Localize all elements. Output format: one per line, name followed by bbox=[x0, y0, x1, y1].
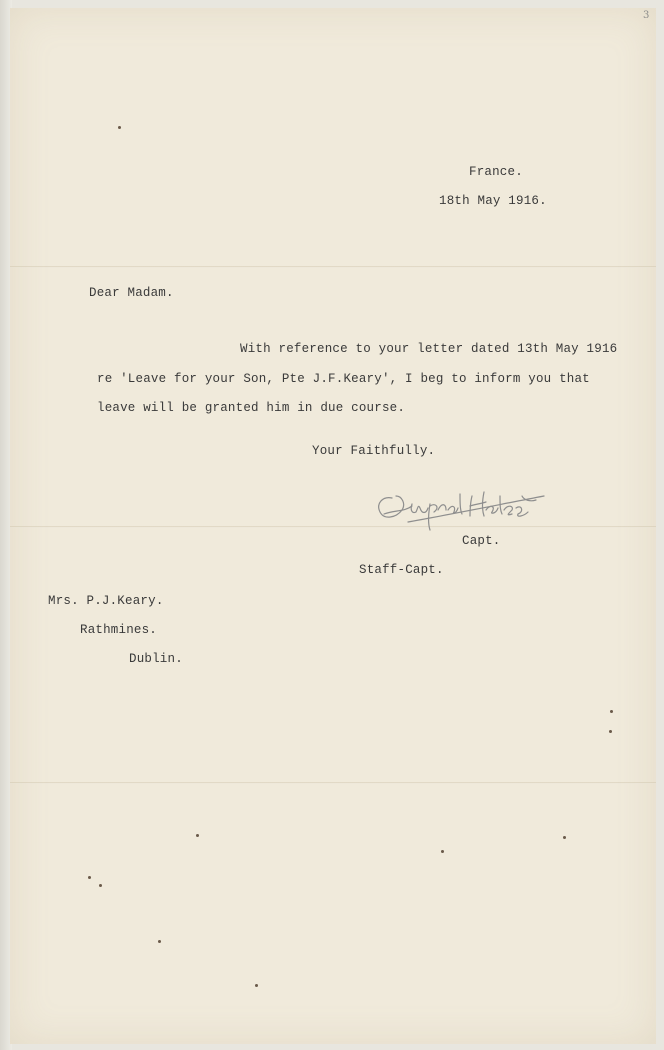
paper-speck bbox=[609, 730, 612, 733]
letter-date: 18th May 1916. bbox=[439, 194, 547, 208]
recipient-district: Rathmines. bbox=[80, 623, 158, 637]
closing: Your Faithfully. bbox=[312, 444, 436, 458]
body-line: leave will be granted him in due course. bbox=[97, 401, 406, 415]
paper-speck bbox=[99, 884, 102, 887]
signatory-rank: Capt. bbox=[462, 534, 501, 548]
signatory-title: Staff-Capt. bbox=[359, 563, 444, 577]
body-line: With reference to your letter dated 13th May 1916 bbox=[240, 342, 618, 356]
paper-speck bbox=[255, 984, 258, 987]
paper-speck bbox=[118, 126, 121, 129]
fold-line bbox=[10, 526, 656, 528]
fold-line bbox=[10, 266, 656, 268]
body-line: re 'Leave for your Son, Pte J.F.Keary', I beg to inform you that bbox=[97, 372, 590, 386]
paper-speck bbox=[610, 710, 613, 713]
paper-speck bbox=[441, 850, 444, 853]
paper-speck bbox=[88, 876, 91, 879]
handwritten-signature bbox=[372, 474, 552, 534]
fold-line bbox=[10, 782, 656, 784]
paper-speck bbox=[563, 836, 566, 839]
page-number: 3 bbox=[643, 10, 650, 21]
paper-speck bbox=[158, 940, 161, 943]
paper-speck bbox=[196, 834, 199, 837]
recipient-name: Mrs. P.J.Keary. bbox=[48, 594, 164, 608]
letter-place: France. bbox=[469, 165, 523, 179]
recipient-city: Dublin. bbox=[129, 652, 183, 666]
salutation: Dear Madam. bbox=[89, 286, 174, 300]
